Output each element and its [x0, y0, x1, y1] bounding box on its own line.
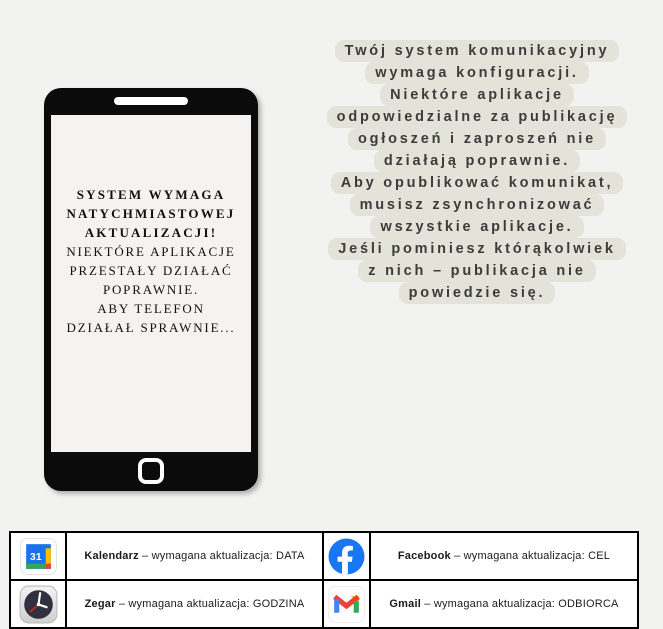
table-row: [10, 580, 638, 628]
screen-warning-line: NATYCHMIASTOWEJ: [66, 206, 236, 221]
bubble-line: z nich – publikacja nie: [358, 260, 596, 282]
facebook-requirement: [370, 532, 638, 580]
bubble-line: wszystkie aplikacje.: [370, 216, 583, 238]
bubble-line: Aby opublikować komunikat,: [331, 172, 624, 194]
calendar-icon-cell: [10, 532, 66, 580]
bubble-line: Niektóre aplikacje: [380, 84, 574, 106]
gmail-icon-cell: [323, 580, 370, 628]
screen-warning-line: SYSTEM WYMAGA: [76, 187, 226, 202]
bubble-line: musisz zsynchronizować: [350, 194, 605, 216]
app-requirement: – wymagana aktualizacja: CEL: [454, 550, 611, 562]
svg-text:31: 31: [29, 551, 42, 563]
gmail-requirement: [370, 580, 638, 628]
app-requirement: – wymagana aktualizacja: DATA: [142, 550, 305, 562]
bubble-line: Twój system komunikacyjny: [335, 40, 620, 62]
screen-message-line: ABY TELEFON: [97, 301, 205, 316]
phone-illustration: [44, 88, 258, 491]
gmail-icon: [328, 586, 365, 623]
app-name: Zegar: [84, 598, 116, 610]
facebook-icon-cell: [323, 532, 370, 580]
app-name: Kalendarz: [84, 550, 139, 562]
google-calendar-icon: [20, 538, 57, 575]
phone-speaker: [114, 97, 188, 105]
clock-requirement: [66, 580, 323, 628]
screen-message-line: PRZESTAŁY DZIAŁAĆ: [69, 263, 233, 278]
clock-icon-cell: [10, 580, 66, 628]
table-row: [10, 532, 638, 580]
apps-table: [9, 531, 639, 629]
bubble-line: ogłoszeń i zaproszeń nie: [348, 128, 606, 150]
screen-message-line: NIEKTÓRE APLIKACJE: [66, 244, 236, 259]
screen-message-line: POPRAWNIE.: [102, 282, 200, 297]
calendar-requirement: [66, 532, 323, 580]
app-requirement: – wymagana aktualizacja: ODBIORCA: [424, 598, 619, 610]
phone-home-button: [138, 458, 164, 484]
app-name: Facebook: [397, 550, 451, 562]
bubble-line: odpowiedzialne za publikację: [327, 106, 628, 128]
bubble-line: wymaga konfiguracji.: [365, 62, 588, 84]
screen-message-line: DZIAŁAŁ SPRAWNIE...: [66, 320, 236, 335]
facebook-icon: [328, 538, 365, 575]
instruction-bubble: [291, 40, 663, 304]
app-name: Gmail: [389, 598, 421, 610]
phone-screen-message: [51, 185, 251, 337]
app-requirement: – wymagana aktualizacja: GODZINA: [118, 598, 305, 610]
clock-icon: [19, 585, 58, 624]
bubble-line: powiedzie się.: [399, 282, 556, 304]
bubble-line: Jeśli pominiesz którąkolwiek: [328, 238, 625, 260]
phone-screen: [51, 115, 251, 452]
bubble-line: działają poprawnie.: [374, 150, 580, 172]
screen-warning-line: AKTUALIZACJI!: [84, 225, 218, 240]
